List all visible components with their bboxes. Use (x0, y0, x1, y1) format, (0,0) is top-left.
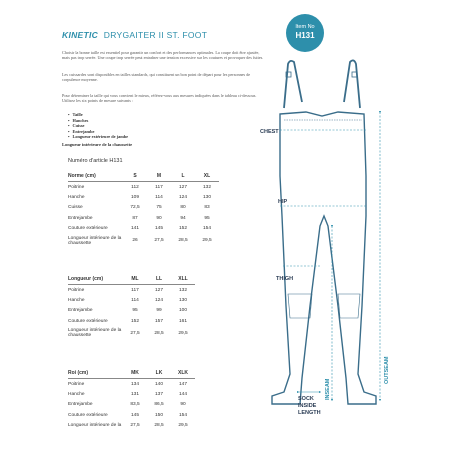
table-cell: 83,5 (130, 402, 140, 408)
table-row (68, 203, 219, 214)
table-row (68, 224, 219, 235)
table-header-cell: Roi (cm) (68, 370, 88, 376)
table-cell: 90 (156, 215, 162, 221)
product-title (62, 30, 207, 40)
intro-paragraph-fit: Choisir la bonne taille est essentiel pour garantir un confort et des performances optimales. La coupe doit être ajustée, mais pas trop serrée. Une coupe trop serrée peut entraîner une tension excessive sur les coutures et provoquer des fuites. (62, 50, 264, 61)
table-cell: 145 (130, 412, 139, 418)
table-header-cell: MK (131, 370, 139, 376)
table-header-row (68, 368, 195, 379)
table-cell: 117 (123, 285, 147, 296)
table-cell: 83 (204, 205, 210, 211)
table-row-label: Longueur intérieure de la (68, 423, 122, 429)
table-cell: 27,5 (154, 238, 164, 244)
sock-label-line2: INSIDE (298, 403, 317, 409)
table-row-label: Cuisse (68, 205, 83, 211)
table-cell: 29,5 (202, 238, 212, 244)
table-row (68, 295, 195, 306)
list-item: • Taille (68, 112, 128, 118)
list-item: • Cuisse (68, 123, 128, 129)
table-row (68, 400, 195, 411)
wader-illustration (260, 56, 398, 420)
table-header-cell: M (156, 173, 162, 179)
suspender-right (344, 60, 360, 108)
table-row-label: Entrejambe (68, 215, 93, 221)
table-cell: 124 (154, 297, 163, 303)
model-name: DRYGAITER II ST. FOOT (103, 30, 208, 40)
table-cell: 90 (180, 402, 186, 408)
table-cell: 114 (155, 194, 163, 200)
table-row (68, 213, 219, 224)
table-header-cell: Norme (cm) (68, 173, 96, 179)
size-table-standard (68, 171, 219, 248)
table-cell: 26 (132, 238, 138, 244)
sock-length-heading: Longueur intérieure de la chaussette (62, 142, 133, 147)
outseam-label: OUTSEAM (384, 356, 390, 384)
table-row (68, 327, 195, 341)
table-header-cell: LK (155, 370, 163, 376)
table-cell: 99 (156, 308, 162, 314)
table-cell: 152 (178, 226, 187, 232)
table-cell: 127 (171, 182, 195, 193)
article-reference: Numéro d'article H131 (68, 158, 123, 164)
table-row (68, 192, 219, 203)
table-cell: 95 (204, 215, 210, 221)
table-cell: 154 (178, 412, 187, 418)
table-cell: 109 (130, 194, 139, 200)
table-row-label: Poitrine (68, 285, 123, 296)
chest-label: CHEST (260, 129, 279, 135)
table-header-cell: S (133, 173, 137, 179)
table-header-row (68, 274, 195, 285)
table-row (68, 410, 195, 421)
table-row-label: Couture extérieure (68, 412, 108, 418)
table-header-row (68, 171, 219, 182)
table-cell: 134 (123, 379, 147, 390)
table-cell: 114 (131, 297, 139, 303)
table-row-label: Longueur intérieure de la chaussette (68, 328, 122, 339)
table-cell: 132 (195, 182, 219, 193)
table-cell: 131 (130, 391, 139, 397)
table-cell: 161 (178, 318, 187, 324)
table-cell: 154 (202, 226, 211, 232)
list-item: • Entrejambe (68, 129, 128, 135)
table-header-cell: LL (155, 276, 163, 282)
table-cell: 28,5 (178, 238, 188, 244)
table-cell: 152 (130, 318, 139, 324)
table-cell: 130 (178, 297, 187, 303)
table-cell: 80 (180, 205, 186, 211)
table-cell: 144 (178, 391, 187, 397)
table-row-label: Hanche (68, 391, 85, 397)
table-cell: 27,5 (130, 423, 140, 429)
table-cell: 29,5 (178, 423, 188, 429)
table-row-label: Entrejambe (68, 402, 93, 408)
table-cell: 140 (147, 379, 171, 390)
item-number-badge (286, 14, 324, 52)
knee-patch-right (338, 294, 360, 318)
table-cell: 117 (147, 182, 171, 193)
suspender-left (284, 61, 302, 108)
table-row (68, 421, 195, 432)
table-cell: 28,5 (154, 330, 164, 336)
table-row-label: Longueur intérieure de la chaussette (68, 235, 122, 246)
sock-label-line1: SOCK (298, 396, 314, 402)
table-cell: 147 (171, 379, 195, 390)
table-cell: 100 (178, 308, 187, 314)
table-cell: 95 (132, 308, 138, 314)
table-cell: 75 (156, 205, 162, 211)
table-cell: 145 (154, 226, 163, 232)
table-row (68, 316, 195, 327)
table-row (68, 234, 219, 248)
table-cell: 112 (123, 182, 147, 193)
table-row (68, 379, 195, 390)
table-row-label: Poitrine (68, 379, 123, 390)
hip-label: HIP (278, 199, 288, 205)
table-cell: 132 (171, 285, 195, 296)
inseam-label: INSEAM (325, 378, 331, 400)
table-header-cell: XLK (178, 370, 188, 376)
table-row (68, 306, 195, 317)
table-header-cell: XLL (178, 276, 188, 282)
wader-measurement-diagram (260, 56, 398, 420)
wader-outline (272, 112, 376, 404)
table-header-cell: Longueur (cm) (68, 276, 103, 282)
table-row-label: Couture extérieure (68, 318, 108, 324)
table-row-label: Poitrine (68, 182, 123, 193)
table-header-cell: L (181, 173, 185, 179)
table-cell: 86,5 (154, 402, 164, 408)
table-cell: 72,5 (130, 205, 140, 211)
table-row (68, 182, 219, 193)
item-number-value: H131 (295, 31, 315, 40)
table-cell: 157 (154, 318, 163, 324)
measure-points-list (68, 112, 128, 140)
thigh-label: THIGH (276, 276, 294, 282)
table-cell: 94 (180, 215, 186, 221)
table-row (68, 285, 195, 296)
table-cell: 130 (202, 194, 211, 200)
table-row-label: Couture extérieure (68, 226, 108, 232)
table-header-cell: XL (203, 173, 211, 179)
table-cell: 150 (154, 412, 163, 418)
table-cell: 137 (154, 391, 163, 397)
table-cell: 141 (130, 226, 139, 232)
intro-paragraph-standard: Les cuissardes sont disponibles en tailles standards, qui constituent un bon point de départ pour les personnes de corpulence moyenne. (62, 72, 251, 83)
intro-paragraph-measure: Pour déterminer la taille qui vous convient le mieux, référez-vous aux mesures indiquées dans le tableau ci-dessous. Utilisez les six points de mesure suivants : (62, 93, 257, 104)
table-cell: 127 (147, 285, 171, 296)
table-row-label: Hanche (68, 194, 85, 200)
table-cell: 124 (178, 194, 187, 200)
table-cell: 29,5 (178, 330, 188, 336)
table-cell: 87 (132, 215, 138, 221)
list-item: • Hanches (68, 118, 128, 124)
brand-name: KINETIC (62, 30, 99, 40)
table-row-label: Hanche (68, 297, 85, 303)
sock-label-line3: LENGTH (298, 410, 321, 416)
list-item: • Longueur extérieure de jambe (68, 134, 128, 140)
table-cell: 28,5 (154, 423, 164, 429)
table-cell: 27,5 (130, 330, 140, 336)
table-row (68, 389, 195, 400)
table-row-label: Entrejambe (68, 308, 93, 314)
table-header-cell: ML (131, 276, 139, 282)
size-table-long (68, 274, 195, 340)
size-table-king (68, 368, 195, 431)
item-number-label: Item No (295, 24, 315, 30)
